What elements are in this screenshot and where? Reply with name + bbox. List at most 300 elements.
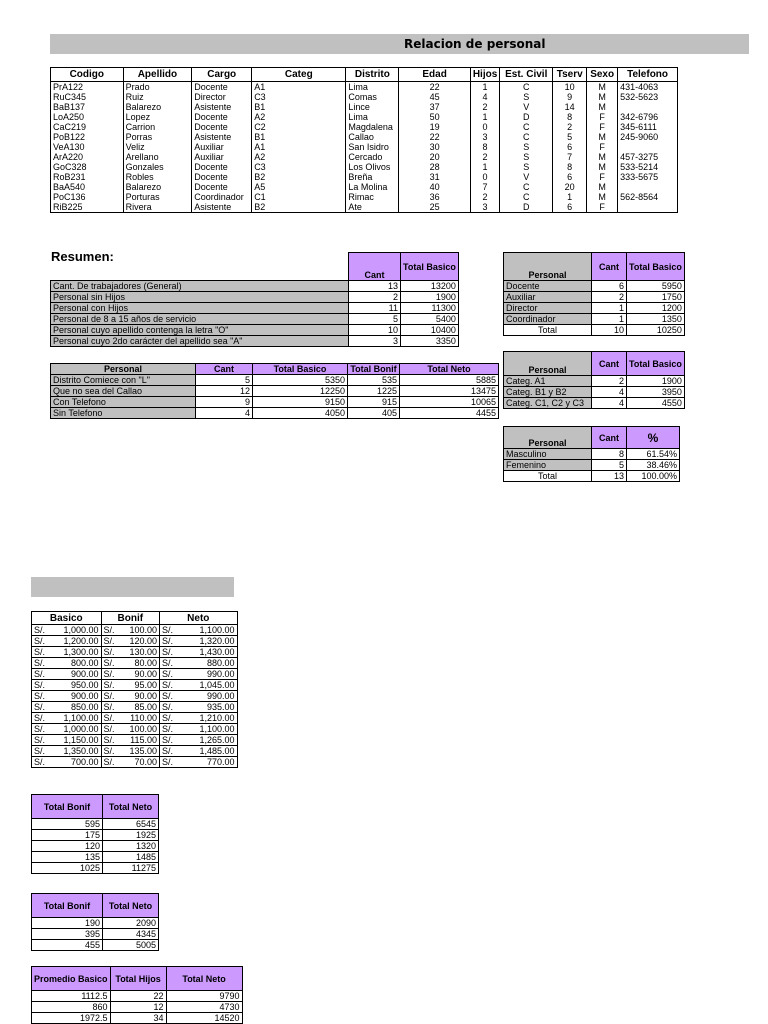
table-cell: 4345 bbox=[103, 929, 159, 940]
table-cell: 120 bbox=[32, 841, 103, 852]
table-cell: C bbox=[500, 182, 553, 192]
currency-symbol: S/. bbox=[160, 680, 176, 691]
column-header: Hijos bbox=[470, 68, 499, 82]
table-cell: 19 bbox=[399, 122, 470, 132]
table-cell: 1 bbox=[470, 82, 499, 93]
table-cell: B1 bbox=[252, 132, 346, 142]
currency-symbol: S/. bbox=[101, 625, 117, 636]
table-cell: V bbox=[500, 172, 553, 182]
table-row bbox=[51, 325, 459, 336]
table-cell: 10250 bbox=[627, 325, 685, 336]
column-header: Cant bbox=[196, 364, 253, 375]
resumen-label: Resumen: bbox=[51, 249, 114, 264]
table-cell: Ate bbox=[346, 202, 399, 213]
table-cell: 4455 bbox=[400, 408, 499, 419]
amount-cell: 850.00 bbox=[47, 702, 101, 713]
table-row bbox=[32, 841, 159, 852]
table-cell: 50 bbox=[399, 112, 470, 122]
table-cell: 455 bbox=[32, 940, 103, 951]
table-cell: 5005 bbox=[103, 940, 159, 951]
table-cell: 3950 bbox=[627, 387, 685, 398]
table-cell: 532-5623 bbox=[618, 92, 678, 102]
column-header: Total Neto bbox=[103, 894, 159, 918]
table-row bbox=[32, 636, 238, 647]
table-cell: Auxiliar bbox=[192, 152, 252, 162]
table-row bbox=[504, 325, 685, 336]
amount-cell: 100.00 bbox=[117, 724, 160, 735]
column-header: Codigo bbox=[51, 68, 124, 82]
summary-table bbox=[50, 252, 459, 347]
personnel-table bbox=[50, 67, 678, 213]
table-cell: 4550 bbox=[627, 398, 685, 409]
table-cell bbox=[618, 142, 678, 152]
table-row bbox=[32, 702, 238, 713]
table-cell: 1900 bbox=[627, 376, 685, 387]
table-cell: 2 bbox=[349, 292, 401, 303]
table-cell: 431-4063 bbox=[618, 82, 678, 93]
table-cell: Personal cuyo 2do carácter del apellido sea "A" bbox=[51, 336, 349, 347]
table-row bbox=[32, 1013, 243, 1024]
table-cell: 12 bbox=[110, 1002, 166, 1013]
table-cell: 457-3275 bbox=[618, 152, 678, 162]
table-cell: 100.00% bbox=[627, 471, 680, 482]
column-header: Total Neto bbox=[103, 795, 159, 819]
table-cell: PoB122 bbox=[51, 132, 124, 142]
title-bar bbox=[50, 34, 749, 54]
table-cell: S bbox=[500, 92, 553, 102]
table-cell: 6545 bbox=[103, 819, 159, 830]
table-cell: B1 bbox=[252, 102, 346, 112]
table-row bbox=[504, 314, 685, 325]
table-cell: A5 bbox=[252, 182, 346, 192]
table-row bbox=[504, 449, 680, 460]
column-header: Apellido bbox=[123, 68, 192, 82]
table-cell: C3 bbox=[252, 92, 346, 102]
table-cell: Sin Telefono bbox=[51, 408, 196, 419]
table-cell: Rivera bbox=[123, 202, 192, 213]
column-header: Cant bbox=[592, 427, 627, 449]
table-row bbox=[32, 713, 238, 724]
table-cell: Veliz bbox=[123, 142, 192, 152]
currency-symbol: S/. bbox=[101, 702, 117, 713]
currency-symbol: S/. bbox=[32, 702, 48, 713]
table-cell bbox=[618, 182, 678, 192]
currency-symbol: S/. bbox=[101, 680, 117, 691]
column-header: Total Basico bbox=[627, 253, 685, 281]
table-cell: 10 bbox=[553, 82, 587, 93]
currency-symbol: S/. bbox=[32, 647, 48, 658]
currency-symbol: S/. bbox=[160, 735, 176, 746]
table-cell: 11300 bbox=[401, 303, 459, 314]
table-cell: F bbox=[587, 202, 618, 213]
table-cell: Con Telefono bbox=[51, 397, 196, 408]
table-cell: Ruiz bbox=[123, 92, 192, 102]
table-cell: 2090 bbox=[103, 918, 159, 929]
table-cell: Asistente bbox=[192, 132, 252, 142]
table-cell: 14520 bbox=[166, 1013, 242, 1024]
bonif-table-1 bbox=[31, 794, 159, 874]
amount-cell: 80.00 bbox=[117, 658, 160, 669]
table-cell: 5 bbox=[553, 132, 587, 142]
table-row bbox=[51, 112, 678, 122]
amount-cell: 770.00 bbox=[175, 757, 237, 768]
table-row bbox=[51, 122, 678, 132]
table-cell bbox=[618, 102, 678, 112]
amount-cell: 100.00 bbox=[117, 625, 160, 636]
table-cell: Cant. De trabajadores (General) bbox=[51, 281, 349, 292]
table-cell: C bbox=[500, 192, 553, 202]
table-cell: 38.46% bbox=[627, 460, 680, 471]
table-row bbox=[51, 314, 459, 325]
table-cell: M bbox=[587, 82, 618, 93]
table-cell: 1972.5 bbox=[32, 1013, 111, 1024]
table-cell: C bbox=[500, 82, 553, 93]
table-cell: 37 bbox=[399, 102, 470, 112]
currency-symbol: S/. bbox=[160, 746, 176, 757]
table-cell: PrA122 bbox=[51, 82, 124, 93]
table-cell: 5400 bbox=[401, 314, 459, 325]
column-header: Personal bbox=[504, 352, 592, 376]
table-cell: 1485 bbox=[103, 852, 159, 863]
table-cell: Gonzales bbox=[123, 162, 192, 172]
table-cell: 22 bbox=[110, 991, 166, 1002]
table-cell: 5950 bbox=[627, 281, 685, 292]
column-header: Total Basico bbox=[627, 352, 685, 376]
table-cell: A2 bbox=[252, 112, 346, 122]
table-cell: 40 bbox=[399, 182, 470, 192]
currency-symbol: S/. bbox=[32, 713, 48, 724]
currency-symbol: S/. bbox=[160, 636, 176, 647]
table-cell: 13200 bbox=[401, 281, 459, 292]
table-cell: M bbox=[587, 102, 618, 112]
table-cell: 1025 bbox=[32, 863, 103, 874]
table-cell: F bbox=[587, 142, 618, 152]
table-row bbox=[32, 658, 238, 669]
table-cell: 175 bbox=[32, 830, 103, 841]
table-cell: 395 bbox=[32, 929, 103, 940]
table-cell: 2 bbox=[470, 102, 499, 112]
table-cell: B2 bbox=[252, 172, 346, 182]
table-cell: V bbox=[500, 102, 553, 112]
table-cell: Docente bbox=[192, 172, 252, 182]
table-cell: 1 bbox=[553, 192, 587, 202]
table-cell: 860 bbox=[32, 1002, 111, 1013]
table-cell: Comas bbox=[346, 92, 399, 102]
table-cell: 8 bbox=[553, 162, 587, 172]
table-cell: 345-6111 bbox=[618, 122, 678, 132]
table-cell: 3 bbox=[470, 132, 499, 142]
table-cell: Que no sea del Callao bbox=[51, 386, 196, 397]
personal-summary-table bbox=[50, 363, 499, 419]
amount-cell: 70.00 bbox=[117, 757, 160, 768]
table-cell: ArA220 bbox=[51, 152, 124, 162]
table-cell: 595 bbox=[32, 819, 103, 830]
amount-cell: 135.00 bbox=[117, 746, 160, 757]
table-cell: 5350 bbox=[253, 375, 348, 386]
amount-cell: 110.00 bbox=[117, 713, 160, 724]
table-row bbox=[32, 625, 238, 636]
table-cell: Asistente bbox=[192, 102, 252, 112]
amount-cell: 1,100.00 bbox=[175, 724, 237, 735]
table-row bbox=[51, 132, 678, 142]
currency-symbol: S/. bbox=[101, 658, 117, 669]
table-cell: 1200 bbox=[627, 303, 685, 314]
amount-cell: 1,100.00 bbox=[175, 625, 237, 636]
table-cell: RiB225 bbox=[51, 202, 124, 213]
column-header: Personal bbox=[504, 253, 592, 281]
table-cell: CaC219 bbox=[51, 122, 124, 132]
table-cell: La Molina bbox=[346, 182, 399, 192]
table-row bbox=[32, 757, 238, 768]
table-cell: 10065 bbox=[400, 397, 499, 408]
table-cell: 2 bbox=[592, 376, 627, 387]
column-header: Cargo bbox=[192, 68, 252, 82]
table-cell: 5 bbox=[196, 375, 253, 386]
column-header: Est. Civil bbox=[500, 68, 553, 82]
table-cell: Robles bbox=[123, 172, 192, 182]
table-cell: 9790 bbox=[166, 991, 242, 1002]
table-cell: 533-5214 bbox=[618, 162, 678, 172]
amount-cell: 90.00 bbox=[117, 669, 160, 680]
table-cell: Director bbox=[192, 92, 252, 102]
table-cell: 36 bbox=[399, 192, 470, 202]
column-header: Categ bbox=[252, 68, 346, 82]
table-row bbox=[504, 281, 685, 292]
table-cell: 13 bbox=[592, 471, 627, 482]
table-row bbox=[504, 398, 685, 409]
table-cell: A2 bbox=[252, 152, 346, 162]
table-row bbox=[32, 691, 238, 702]
table-cell: 20 bbox=[399, 152, 470, 162]
table-cell: D bbox=[500, 202, 553, 213]
salary-table bbox=[31, 611, 238, 768]
table-cell: 4 bbox=[592, 398, 627, 409]
table-cell: 245-9060 bbox=[618, 132, 678, 142]
table-cell: C bbox=[500, 122, 553, 132]
table-cell: 3350 bbox=[401, 336, 459, 347]
currency-symbol: S/. bbox=[160, 757, 176, 768]
table-cell: 34 bbox=[110, 1013, 166, 1024]
table-cell: 9150 bbox=[253, 397, 348, 408]
table-cell: 535 bbox=[348, 375, 400, 386]
table-cell: 1 bbox=[470, 112, 499, 122]
column-header: % bbox=[627, 427, 680, 449]
currency-symbol: S/. bbox=[101, 746, 117, 757]
table-cell: 1925 bbox=[103, 830, 159, 841]
table-cell: 8 bbox=[470, 142, 499, 152]
currency-symbol: S/. bbox=[101, 724, 117, 735]
table-cell: 562-8564 bbox=[618, 192, 678, 202]
column-header: Personal bbox=[504, 427, 592, 449]
table-cell: Total bbox=[504, 325, 592, 336]
amount-cell: 1,300.00 bbox=[47, 647, 101, 658]
cargo-table bbox=[503, 252, 685, 336]
currency-symbol: S/. bbox=[32, 735, 48, 746]
table-cell: 333-5675 bbox=[618, 172, 678, 182]
table-cell: 8 bbox=[592, 449, 627, 460]
table-row bbox=[51, 152, 678, 162]
table-cell: 28 bbox=[399, 162, 470, 172]
currency-symbol: S/. bbox=[160, 625, 176, 636]
currency-symbol: S/. bbox=[32, 625, 48, 636]
amount-cell: 1,045.00 bbox=[175, 680, 237, 691]
currency-symbol: S/. bbox=[101, 757, 117, 768]
table-cell: Docente bbox=[192, 82, 252, 93]
table-cell: Total bbox=[504, 471, 592, 482]
table-cell: S bbox=[500, 162, 553, 172]
table-cell: 1112.5 bbox=[32, 991, 111, 1002]
amount-cell: 90.00 bbox=[117, 691, 160, 702]
section-band bbox=[31, 577, 234, 597]
table-cell: 2 bbox=[553, 122, 587, 132]
table-cell: San Isidro bbox=[346, 142, 399, 152]
amount-cell: 1,000.00 bbox=[47, 724, 101, 735]
table-cell: 135 bbox=[32, 852, 103, 863]
column-header: Cant bbox=[592, 253, 627, 281]
table-cell: C2 bbox=[252, 122, 346, 132]
table-cell: M bbox=[587, 152, 618, 162]
table-cell: 5885 bbox=[400, 375, 499, 386]
amount-cell: 950.00 bbox=[47, 680, 101, 691]
table-cell: 0 bbox=[470, 122, 499, 132]
table-cell: 2 bbox=[592, 292, 627, 303]
sexo-table bbox=[503, 426, 680, 482]
table-cell: 12250 bbox=[253, 386, 348, 397]
table-cell: BaA540 bbox=[51, 182, 124, 192]
table-row bbox=[504, 292, 685, 303]
table-cell: 20 bbox=[553, 182, 587, 192]
currency-symbol: S/. bbox=[160, 713, 176, 724]
page-title: Relacion de personal bbox=[404, 37, 546, 51]
table-cell: 6 bbox=[553, 202, 587, 213]
table-cell: Categ. A1 bbox=[504, 376, 592, 387]
table-cell: 6 bbox=[553, 172, 587, 182]
table-cell: 9 bbox=[196, 397, 253, 408]
column-header: Sexo bbox=[587, 68, 618, 82]
table-cell: 10 bbox=[349, 325, 401, 336]
table-cell: GoC328 bbox=[51, 162, 124, 172]
table-row bbox=[51, 82, 678, 93]
table-cell: 3 bbox=[349, 336, 401, 347]
currency-symbol: S/. bbox=[160, 724, 176, 735]
amount-cell: 935.00 bbox=[175, 702, 237, 713]
table-row bbox=[32, 940, 159, 951]
table-cell: 61.54% bbox=[627, 449, 680, 460]
table-row bbox=[32, 991, 243, 1002]
amount-cell: 1,100.00 bbox=[47, 713, 101, 724]
table-cell: Personal cuyo apellido contenga la letra "O" bbox=[51, 325, 349, 336]
amount-cell: 990.00 bbox=[175, 669, 237, 680]
table-cell: 9 bbox=[553, 92, 587, 102]
table-cell: Balarezo bbox=[123, 182, 192, 192]
table-cell: VeA130 bbox=[51, 142, 124, 152]
table-cell: 25 bbox=[399, 202, 470, 213]
table-row bbox=[51, 92, 678, 102]
table-cell: 6 bbox=[553, 142, 587, 152]
column-header: Edad bbox=[399, 68, 470, 82]
amount-cell: 85.00 bbox=[117, 702, 160, 713]
table-cell: Callao bbox=[346, 132, 399, 142]
table-cell: Docente bbox=[504, 281, 592, 292]
table-cell: Coordinador bbox=[192, 192, 252, 202]
table-cell: Personal de 8 a 15 años de servicio bbox=[51, 314, 349, 325]
table-cell: 14 bbox=[553, 102, 587, 112]
column-header: Promedio Basico bbox=[32, 967, 111, 991]
table-row bbox=[51, 102, 678, 112]
amount-cell: 115.00 bbox=[117, 735, 160, 746]
table-row bbox=[32, 735, 238, 746]
amount-cell: 1,265.00 bbox=[175, 735, 237, 746]
table-cell: RoB231 bbox=[51, 172, 124, 182]
table-cell: 342-6796 bbox=[618, 112, 678, 122]
table-cell: Distrito Comiece con "L" bbox=[51, 375, 196, 386]
table-cell: 405 bbox=[348, 408, 400, 419]
table-cell: BaB137 bbox=[51, 102, 124, 112]
table-cell: 1 bbox=[470, 162, 499, 172]
amount-cell: 1,320.00 bbox=[175, 636, 237, 647]
amount-cell: 1,150.00 bbox=[47, 735, 101, 746]
amount-cell: 700.00 bbox=[47, 757, 101, 768]
column-header: Basico bbox=[32, 612, 102, 625]
amount-cell: 1,430.00 bbox=[175, 647, 237, 658]
currency-symbol: S/. bbox=[32, 757, 48, 768]
table-cell: 1750 bbox=[627, 292, 685, 303]
table-cell: PoC136 bbox=[51, 192, 124, 202]
column-header: Total Hijos bbox=[110, 967, 166, 991]
table-cell: B2 bbox=[252, 202, 346, 213]
table-row bbox=[51, 408, 499, 419]
amount-cell: 900.00 bbox=[47, 691, 101, 702]
bonif-table-2 bbox=[31, 893, 159, 951]
table-cell: M bbox=[587, 162, 618, 172]
table-cell: Masculino bbox=[504, 449, 592, 460]
table-cell: C bbox=[500, 132, 553, 142]
column-header: Neto bbox=[160, 612, 238, 625]
table-cell: 4050 bbox=[253, 408, 348, 419]
table-cell: Breña bbox=[346, 172, 399, 182]
table-cell: Carrion bbox=[123, 122, 192, 132]
table-row bbox=[32, 746, 238, 757]
table-cell: C1 bbox=[252, 192, 346, 202]
table-row bbox=[32, 724, 238, 735]
table-row bbox=[51, 142, 678, 152]
table-row bbox=[504, 387, 685, 398]
table-cell: Rimac bbox=[346, 192, 399, 202]
currency-symbol: S/. bbox=[160, 647, 176, 658]
amount-cell: 900.00 bbox=[47, 669, 101, 680]
table-cell: Personal con Hijos bbox=[51, 303, 349, 314]
column-header: Total Neto bbox=[400, 364, 499, 375]
table-cell: 13 bbox=[349, 281, 401, 292]
column-header: Total Bonif bbox=[32, 894, 103, 918]
table-row bbox=[32, 1002, 243, 1013]
currency-symbol: S/. bbox=[160, 658, 176, 669]
table-cell: F bbox=[587, 172, 618, 182]
table-row bbox=[51, 386, 499, 397]
table-cell: 4 bbox=[196, 408, 253, 419]
table-cell: Lima bbox=[346, 82, 399, 93]
table-row bbox=[504, 460, 680, 471]
table-cell: 1 bbox=[592, 303, 627, 314]
table-cell: Docente bbox=[192, 122, 252, 132]
table-cell: A1 bbox=[252, 82, 346, 93]
table-cell: Magdalena bbox=[346, 122, 399, 132]
currency-symbol: S/. bbox=[160, 702, 176, 713]
currency-symbol: S/. bbox=[160, 669, 176, 680]
table-cell: 7 bbox=[470, 182, 499, 192]
column-header: Distrito bbox=[346, 68, 399, 82]
table-cell: D bbox=[500, 112, 553, 122]
